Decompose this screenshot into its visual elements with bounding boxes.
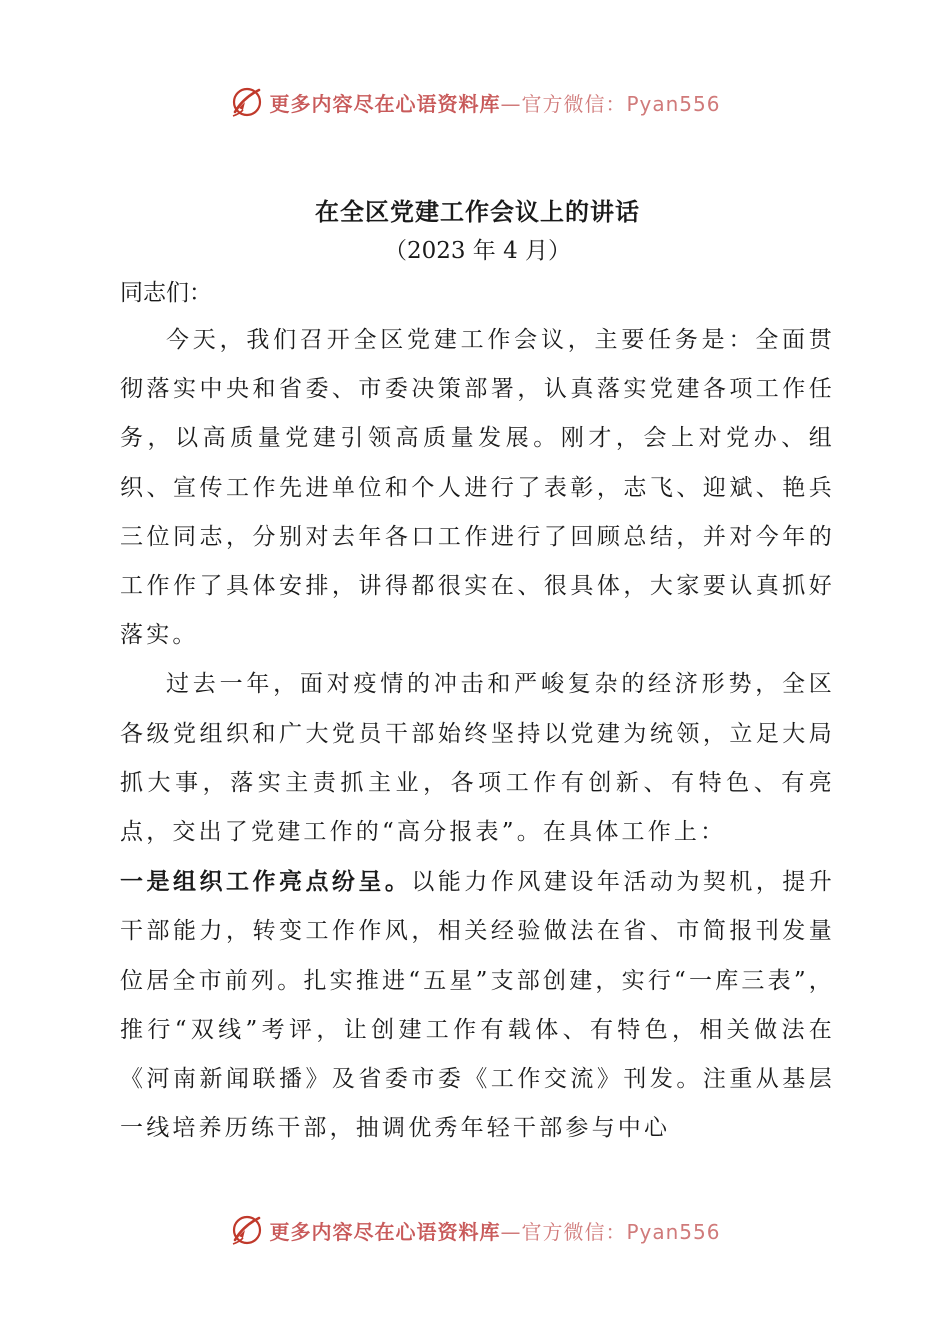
paragraph-2: 过去一年，面对疫情的冲击和严峻复杂的经济形势，全区各级党组织和广大党员干部始终坚持以党建为统领，立足大局抓大事，落实主责抓主业，各项工作有创新、有特色、有亮点，交出了党建工作的“高分报表”。在具体工作上： xyxy=(120,671,835,846)
banner-dash: — xyxy=(500,1219,522,1244)
document-date: （2023 年 4 月） xyxy=(383,238,572,264)
banner-site-text: 更多内容尽在心语资料库 xyxy=(269,1219,501,1244)
pen-logo-icon xyxy=(229,1212,265,1248)
footer-watermark-banner xyxy=(0,1210,950,1250)
paragraph-3 xyxy=(120,857,835,1153)
section1-heading: 一是组织工作亮点纷呈。 xyxy=(120,868,412,896)
banner-contact-text: 官方微信：Pyan556 xyxy=(521,91,721,116)
paragraph-1: 今天，我们召开全区党建工作会议，主要任务是：全面贯彻落实中央和省委、市委决策部署，认真落实党建各项工作任务，以高质量党建引领高质量发展。刚才，会上对党办、组织、宣传工作先进单位和个人进行了表彰，志飞、迎斌、艳兵三位同志，分别对去年各口工作进行了回顾总结，并对今年的工作作了具体安排，讲得都很实在、很具体，大家要认真抓好落实。 xyxy=(120,327,835,649)
banner-dash: — xyxy=(500,91,522,116)
banner-text xyxy=(269,88,720,117)
salutation: 同志们： xyxy=(120,280,212,306)
header-watermark-banner xyxy=(0,82,950,122)
pen-logo-icon xyxy=(229,84,265,120)
banner-contact-text: 官方微信：Pyan556 xyxy=(521,1219,721,1244)
section1-body: 以能力作风建设年活动为契机，提升干部能力，转变工作作风，相关经验做法在省、市简报刊发量位居全市前列。扎实推进“五星”支部创建，实行“一库三表”，推行“双线”考评，让创建工作有载体、有特色，相关做法在《河南新闻联播》及省委市委《工作交流》刊发。注重从基层一线培养历练干部，抽调优秀年轻干部参与中心 xyxy=(120,869,836,1142)
banner-site-text: 更多内容尽在心语资料库 xyxy=(269,91,501,116)
banner-text xyxy=(269,1216,720,1245)
document-title: 在全区党建工作会议上的讲话 xyxy=(315,197,640,226)
document-body xyxy=(120,192,835,1153)
